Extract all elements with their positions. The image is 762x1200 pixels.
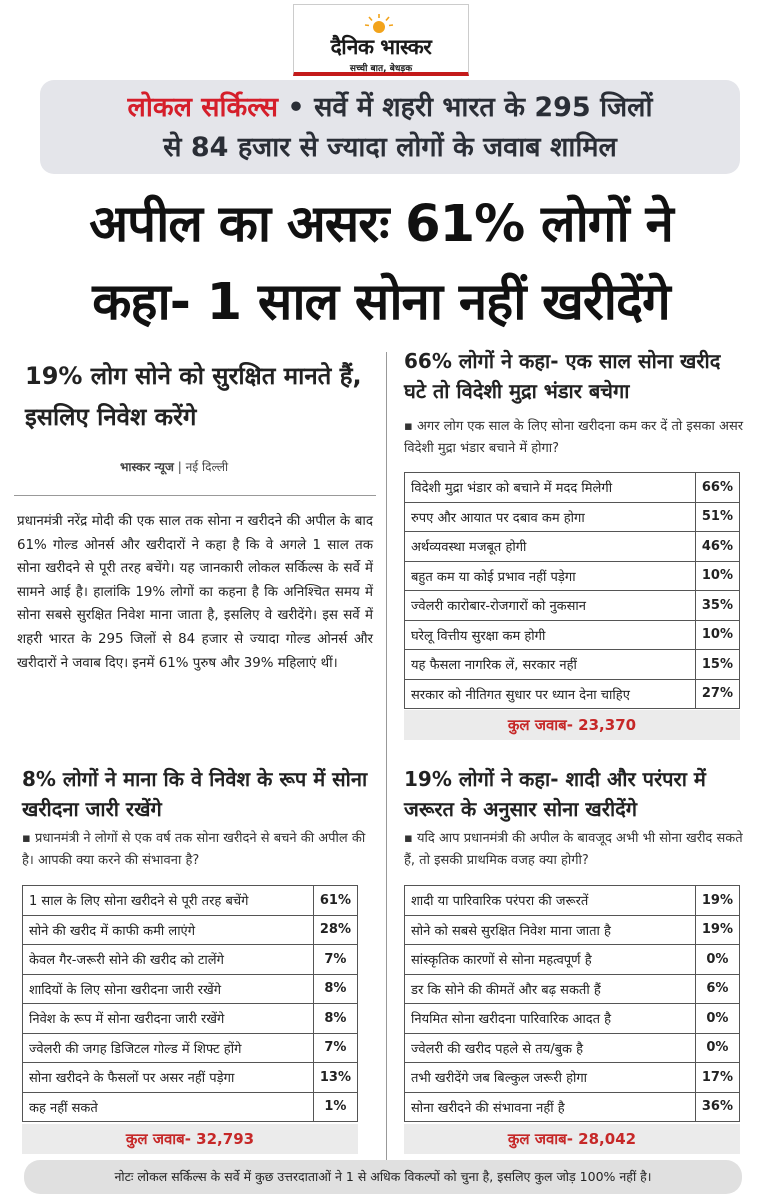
survey-row — [405, 620, 740, 650]
survey-option-label: शादी या पारिवारिक परंपरा की जरूरतें — [405, 886, 696, 916]
survey-option-label: शादियों के लिए सोना खरीदना जारी रखेंगे — [23, 974, 314, 1004]
survey-forex-question: ▪ अगर लोग एक साल के लिए सोना खरीदना कम कर दें तो इसका असर विदेशी मुद्रा भंडार बचाने में होगा? — [404, 419, 744, 456]
survey-option-label: केवल गैर-जरूरी सोने की खरीद को टालेंगे — [23, 945, 314, 975]
survey-option-label: 1 साल के लिए सोना खरीदने से पूरी तरह बचेंगे — [23, 886, 314, 916]
survey-option-value: 8% — [313, 1004, 357, 1034]
banner-line-1 — [40, 88, 740, 128]
survey-forex-total: कुल जवाब- 23,370 — [404, 710, 740, 740]
survey-option-value: 15% — [695, 650, 739, 680]
survey-option-value: 13% — [313, 1063, 357, 1093]
survey-row — [23, 915, 358, 945]
survey-option-value: 10% — [695, 620, 739, 650]
survey-invest-title: 8% लोगों ने माना कि वे निवेश के रूप में सोना खरीदना जारी रखेंगे — [22, 767, 368, 821]
survey-row — [23, 974, 358, 1004]
survey-row — [405, 561, 740, 591]
survey-wedding-title: 19% लोगों ने कहा- शादी और परंपरा में जरूरत के अनुसार सोना खरीदेंगे — [404, 767, 706, 821]
survey-option-value: 51% — [695, 502, 739, 532]
story-subhead: 19% लोग सोने को सुरक्षित मानते हैं, इसलिए निवेश करेंगे — [25, 362, 362, 431]
survey-row — [405, 591, 740, 621]
survey-option-value: 17% — [695, 1063, 739, 1093]
byline-city: नई दिल्ली — [185, 460, 229, 474]
survey-option-value: 0% — [695, 1004, 739, 1034]
survey-forex-table — [404, 472, 740, 709]
survey-invest-table — [22, 885, 358, 1122]
survey-option-label: सोना खरीदने के फैसलों पर असर नहीं पड़ेगा — [23, 1063, 314, 1093]
survey-row — [405, 945, 740, 975]
survey-option-value: 27% — [695, 679, 739, 709]
survey-option-label: डर कि सोने की कीमतें और बढ़ सकती हैं — [405, 974, 696, 1004]
survey-row — [23, 1092, 358, 1122]
survey-row — [405, 650, 740, 680]
survey-option-label: सोने की खरीद में काफी कमी लाएंगे — [23, 915, 314, 945]
survey-row — [405, 679, 740, 709]
survey-option-label: रुपए और आयात पर दबाव कम होगा — [405, 502, 696, 532]
survey-option-label: बहुत कम या कोई प्रभाव नहीं पड़ेगा — [405, 561, 696, 591]
survey-option-value: 0% — [695, 945, 739, 975]
survey-row — [405, 1063, 740, 1093]
survey-option-label: विदेशी मुद्रा भंडार को बचाने में मदद मिलेगी — [405, 473, 696, 503]
column-divider — [386, 352, 387, 1160]
survey-option-value: 19% — [695, 886, 739, 916]
survey-row — [405, 915, 740, 945]
survey-option-label: सांस्कृतिक कारणों से सोना महत्वपूर्ण है — [405, 945, 696, 975]
survey-option-label: सोने को सबसे सुरक्षित निवेश माना जाता है — [405, 915, 696, 945]
banner-brand: लोकल सर्किल्स — [127, 92, 279, 123]
footnote: नोटः लोकल सर्किल्स के सर्वे में कुछ उत्तरदाताओं ने 1 से अधिक विकल्पों को चुना है, इसलिए कुल जोड़ 100% नहीं है। — [24, 1160, 742, 1194]
survey-option-label: ज्वेलरी कारोबार-रोजगारों को नुकसान — [405, 591, 696, 621]
survey-invest-question: ▪ प्रधानमंत्री ने लोगों से एक वर्ष तक सोना खरीदने से बचने की अपील की है। आपकी क्या करने की संभावना है? — [22, 831, 366, 868]
survey-option-value: 10% — [695, 561, 739, 591]
survey-row — [405, 473, 740, 503]
banner-line-2: से 84 हजार से ज्यादा लोगों के जवाब शामिल — [163, 132, 617, 163]
survey-option-value: 6% — [695, 974, 739, 1004]
survey-option-value: 35% — [695, 591, 739, 621]
survey-option-label: सोना खरीदने की संभावना नहीं है — [405, 1092, 696, 1122]
survey-option-label: निवेश के रूप में सोना खरीदना जारी रखेंगे — [23, 1004, 314, 1034]
survey-row — [23, 1004, 358, 1034]
byline: भास्कर न्यूज | नई दिल्ली — [120, 460, 229, 474]
headline-line-1: अपील का असरः 61% लोगों ने — [89, 195, 673, 254]
survey-option-value: 28% — [313, 915, 357, 945]
survey-row — [405, 1033, 740, 1063]
byline-rule — [14, 495, 376, 496]
survey-wedding-question: ▪ यदि आप प्रधानमंत्री की अपील के बावजूद अभी भी सोना खरीद सकते हैं, तो इसकी प्राथमिक वजह क्या होगी? — [404, 831, 743, 868]
survey-option-label: सरकार को नीतिगत सुधार पर ध्यान देना चाहिए — [405, 679, 696, 709]
survey-option-label: तभी खरीदेंगे जब बिल्कुल जरूरी होगा — [405, 1063, 696, 1093]
masthead — [293, 4, 469, 76]
survey-option-value: 61% — [313, 886, 357, 916]
survey-row — [23, 886, 358, 916]
survey-option-value: 1% — [313, 1092, 357, 1122]
survey-forex-title: 66% लोगों ने कहा- एक साल सोना खरीद घटे तो विदेशी मुद्रा भंडार बचेगा — [404, 349, 721, 403]
survey-option-label: अर्थव्यवस्था मजबूत होगी — [405, 532, 696, 562]
survey-option-value: 0% — [695, 1033, 739, 1063]
newspaper-logo: दैनिक भास्कर — [330, 35, 432, 59]
survey-invest-total: कुल जवाब- 32,793 — [22, 1124, 358, 1154]
survey-option-value: 46% — [695, 532, 739, 562]
survey-option-value: 36% — [695, 1092, 739, 1122]
banner-line-1-text: • सर्वे में शहरी भारत के 295 जिलों — [278, 92, 653, 123]
survey-option-label: नियमित सोना खरीदना पारिवारिक आदत है — [405, 1004, 696, 1034]
byline-source: भास्कर न्यूज — [120, 460, 174, 474]
survey-option-label: घरेलू वित्तीय सुरक्षा कम होगी — [405, 620, 696, 650]
survey-row — [405, 974, 740, 1004]
sun-logo-icon — [364, 13, 394, 35]
survey-row — [23, 1063, 358, 1093]
source-banner — [40, 80, 740, 174]
survey-row — [405, 532, 740, 562]
newspaper-tagline: सच्ची बात, बेधड़क — [349, 64, 413, 74]
survey-row — [405, 502, 740, 532]
survey-row — [405, 1092, 740, 1122]
survey-option-label: ज्वेलरी की जगह डिजिटल गोल्ड में शिफ्ट होंगे — [23, 1033, 314, 1063]
survey-option-value: 7% — [313, 1033, 357, 1063]
story-body: प्रधानमंत्री नरेंद्र मोदी की एक साल तक सोना न खरीदने की अपील के बाद 61% गोल्ड ओनर्स और खरीदारों ने कहा है कि वे अगले 1 साल तक सोना खरीदने से पूरी तरह बचेंगे। यह जानकारी लोकल सर्किल्स के सर्वे में सामने आई है। हालांकि 19% लोगों का कहना है कि अनिश्चित समय में सोना सबसे सुरक्षित निवेश माना जाता है, इसलिए वे खरीदेंगे। इस सर्वे में शहरी भारत के 295 जिलों से 84 हजार से ज्यादा गोल्ड ओनर्स और खरीदारों ने जवाब दिए। इनमें 61% पुरुष और 39% महिलाएं थीं। — [17, 514, 373, 671]
survey-option-value: 19% — [695, 915, 739, 945]
headline-line-2: कहा- 1 साल सोना नहीं खरीदेंगे — [92, 273, 670, 332]
survey-wedding-total: कुल जवाब- 28,042 — [404, 1124, 740, 1154]
survey-row — [405, 886, 740, 916]
survey-row — [405, 1004, 740, 1034]
survey-option-value: 66% — [695, 473, 739, 503]
survey-wedding-table — [404, 885, 740, 1122]
survey-option-value: 8% — [313, 974, 357, 1004]
survey-option-label: ज्वेलरी की खरीद पहले से तय/बुक है — [405, 1033, 696, 1063]
survey-row — [23, 1033, 358, 1063]
survey-row — [23, 945, 358, 975]
survey-option-label: यह फैसला नागरिक लें, सरकार नहीं — [405, 650, 696, 680]
survey-option-label: कह नहीं सकते — [23, 1092, 314, 1122]
survey-option-value: 7% — [313, 945, 357, 975]
main-headline — [10, 186, 752, 342]
